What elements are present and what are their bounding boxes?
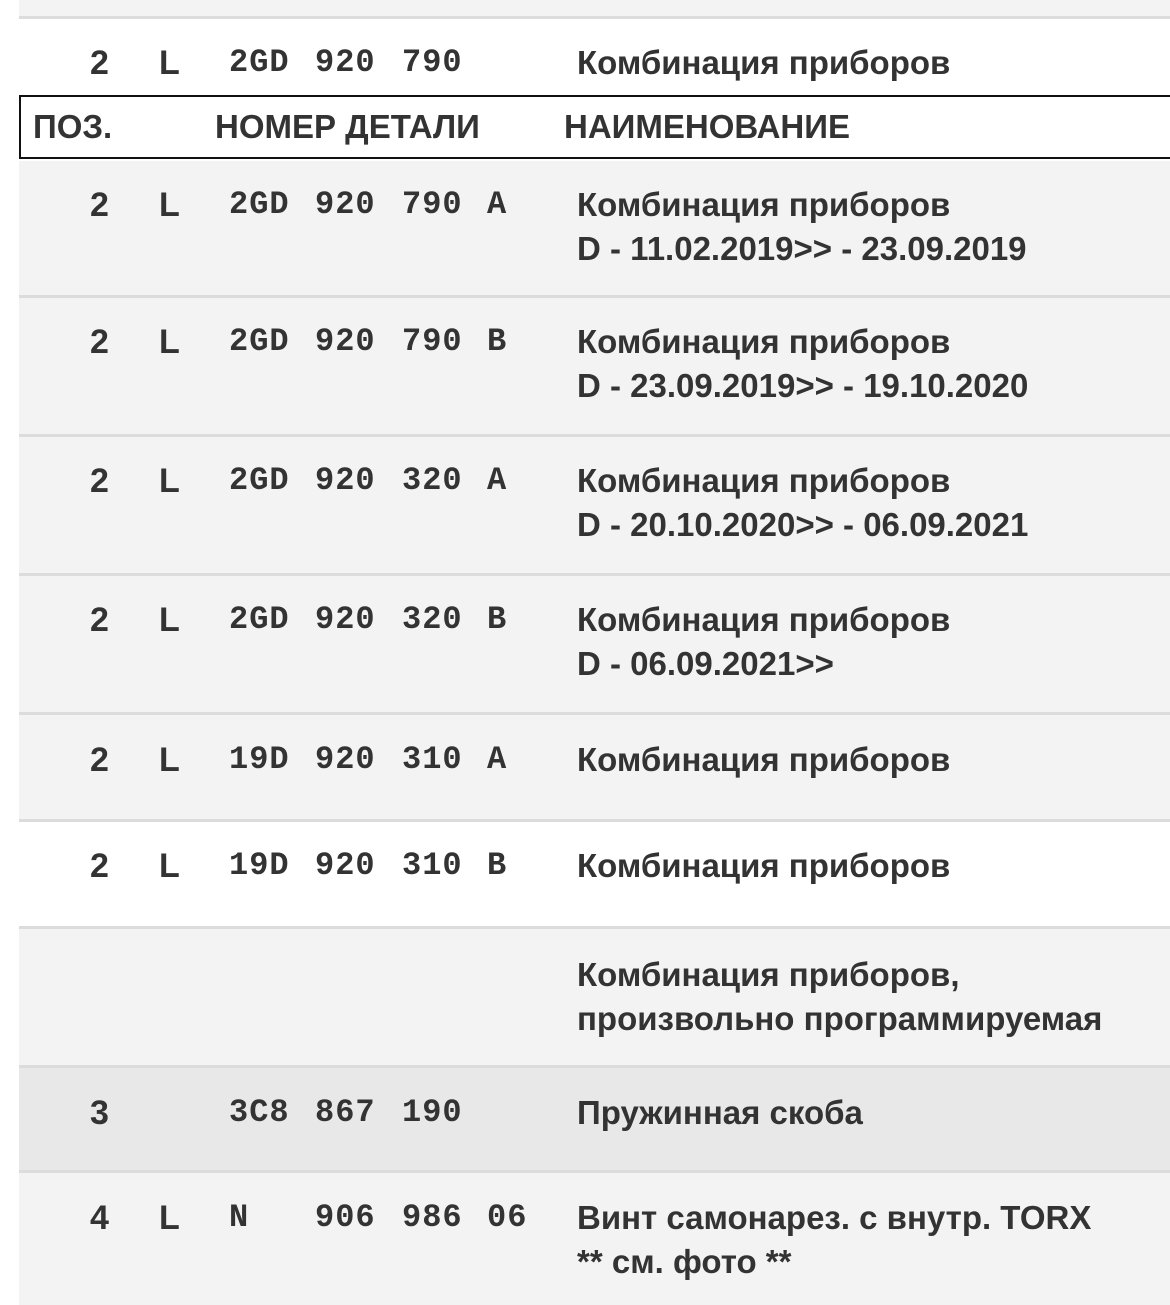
part-name-line: D - 20.10.2020>> - 06.09.2021 [577,506,1029,543]
part-number-segment: B [487,323,508,360]
part-number-segment: B [487,847,508,884]
part-name-line: D - 11.02.2019>> - 23.09.2019 [577,230,1027,267]
part-number-segment: 190 [402,1094,463,1131]
table-row[interactable] [19,298,1170,434]
part-number-segment: 790 [402,44,463,81]
part-number-segment: 867 [315,1094,376,1131]
part-number-segment: 790 [402,186,463,223]
part-name-line: Комбинация приборов [577,601,951,638]
part-name-cell [577,844,950,888]
part-name-line: ** см. фото ** [577,1243,792,1280]
mark-cell: L [159,44,180,82]
part-number-segment: 920 [315,847,376,884]
part-number-segment: 920 [315,323,376,360]
mark-cell: L [159,462,180,500]
part-name-cell [577,320,1028,408]
part-number-segment: 920 [315,186,376,223]
table-row[interactable] [19,715,1170,819]
part-number-segment: 2GD [229,601,290,638]
position-cell: 2 [90,847,109,885]
part-number-segment: 2GD [229,462,290,499]
part-name-cell [577,1196,1091,1284]
part-number-segment: B [487,601,508,638]
part-number-segment: A [487,741,508,778]
part-name-cell [577,41,950,85]
part-number-segment: 920 [315,44,376,81]
part-number-segment: 06 [487,1199,528,1236]
part-name-line: Комбинация приборов [577,186,951,223]
header-part-number: НОМЕР ДЕТАЛИ [215,108,480,145]
table-row[interactable] [19,1068,1170,1170]
part-number-segment: A [487,186,508,223]
table-row[interactable] [19,576,1170,712]
position-cell: 2 [90,741,109,779]
part-number-segment: 920 [315,462,376,499]
part-name-line: Комбинация приборов [577,323,951,360]
part-number-segment: 920 [315,741,376,778]
position-cell: 4 [90,1199,109,1237]
part-name-cell [577,598,950,686]
header-name: НАИМЕНОВАНИЕ [564,108,850,145]
part-number-segment: 920 [315,601,376,638]
part-number-segment: 986 [402,1199,463,1236]
table-row[interactable] [19,929,1170,1065]
mark-cell: L [159,323,180,361]
mark-cell: L [159,741,180,779]
position-cell: 2 [90,186,109,224]
part-name-line: Комбинация приборов, [577,956,960,993]
table-row[interactable] [19,19,1170,95]
part-name-line: D - 23.09.2019>> - 19.10.2020 [577,367,1029,404]
part-number-segment: 2GD [229,44,290,81]
part-number-segment: 790 [402,323,463,360]
table-header [19,95,1170,159]
part-name-cell [577,1091,863,1135]
part-number-segment: 2GD [229,323,290,360]
mark-cell: L [159,1199,180,1237]
part-number-segment: 19D [229,847,290,884]
part-number-segment: 19D [229,741,290,778]
position-cell: 2 [90,323,109,361]
position-cell: 2 [90,601,109,639]
part-name-line: Винт самонарез. с внутр. TORX [577,1199,1092,1236]
part-name-line: Комбинация приборов [577,462,951,499]
part-number-segment: 320 [402,462,463,499]
part-name-line: произвольно программируемая [577,1000,1103,1037]
mark-cell: L [159,847,180,885]
part-name-cell [577,183,1027,271]
part-name-line: Комбинация приборов [577,44,951,81]
part-number-segment: 310 [402,847,463,884]
table-row-top-partial [19,0,1170,16]
part-number-segment: 906 [315,1199,376,1236]
part-name-line: Комбинация приборов [577,741,951,778]
header-divider [553,97,555,157]
part-name-line: D - 06.09.2021>> [577,645,834,682]
part-name-line: Пружинная скоба [577,1094,863,1131]
part-number-segment: N [229,1199,250,1236]
part-name-cell [577,953,1102,1041]
position-cell: 2 [90,462,109,500]
position-cell: 2 [90,44,109,82]
mark-cell: L [159,601,180,639]
part-number-segment: 320 [402,601,463,638]
header-divider [205,97,207,157]
table-row[interactable] [19,437,1170,573]
part-name-line: Комбинация приборов [577,847,951,884]
position-cell: 3 [90,1094,109,1132]
part-name-cell [577,738,950,782]
parts-list [19,0,1170,1305]
part-number-segment: 310 [402,741,463,778]
part-name-cell [577,459,1028,547]
table-row[interactable] [19,822,1170,926]
part-number-segment: 2GD [229,186,290,223]
table-row[interactable] [19,1173,1170,1305]
part-number-segment: A [487,462,508,499]
header-position: ПОЗ. [33,108,113,145]
mark-cell: L [159,186,180,224]
table-row[interactable] [19,161,1170,295]
part-number-segment: 3C8 [229,1094,290,1131]
